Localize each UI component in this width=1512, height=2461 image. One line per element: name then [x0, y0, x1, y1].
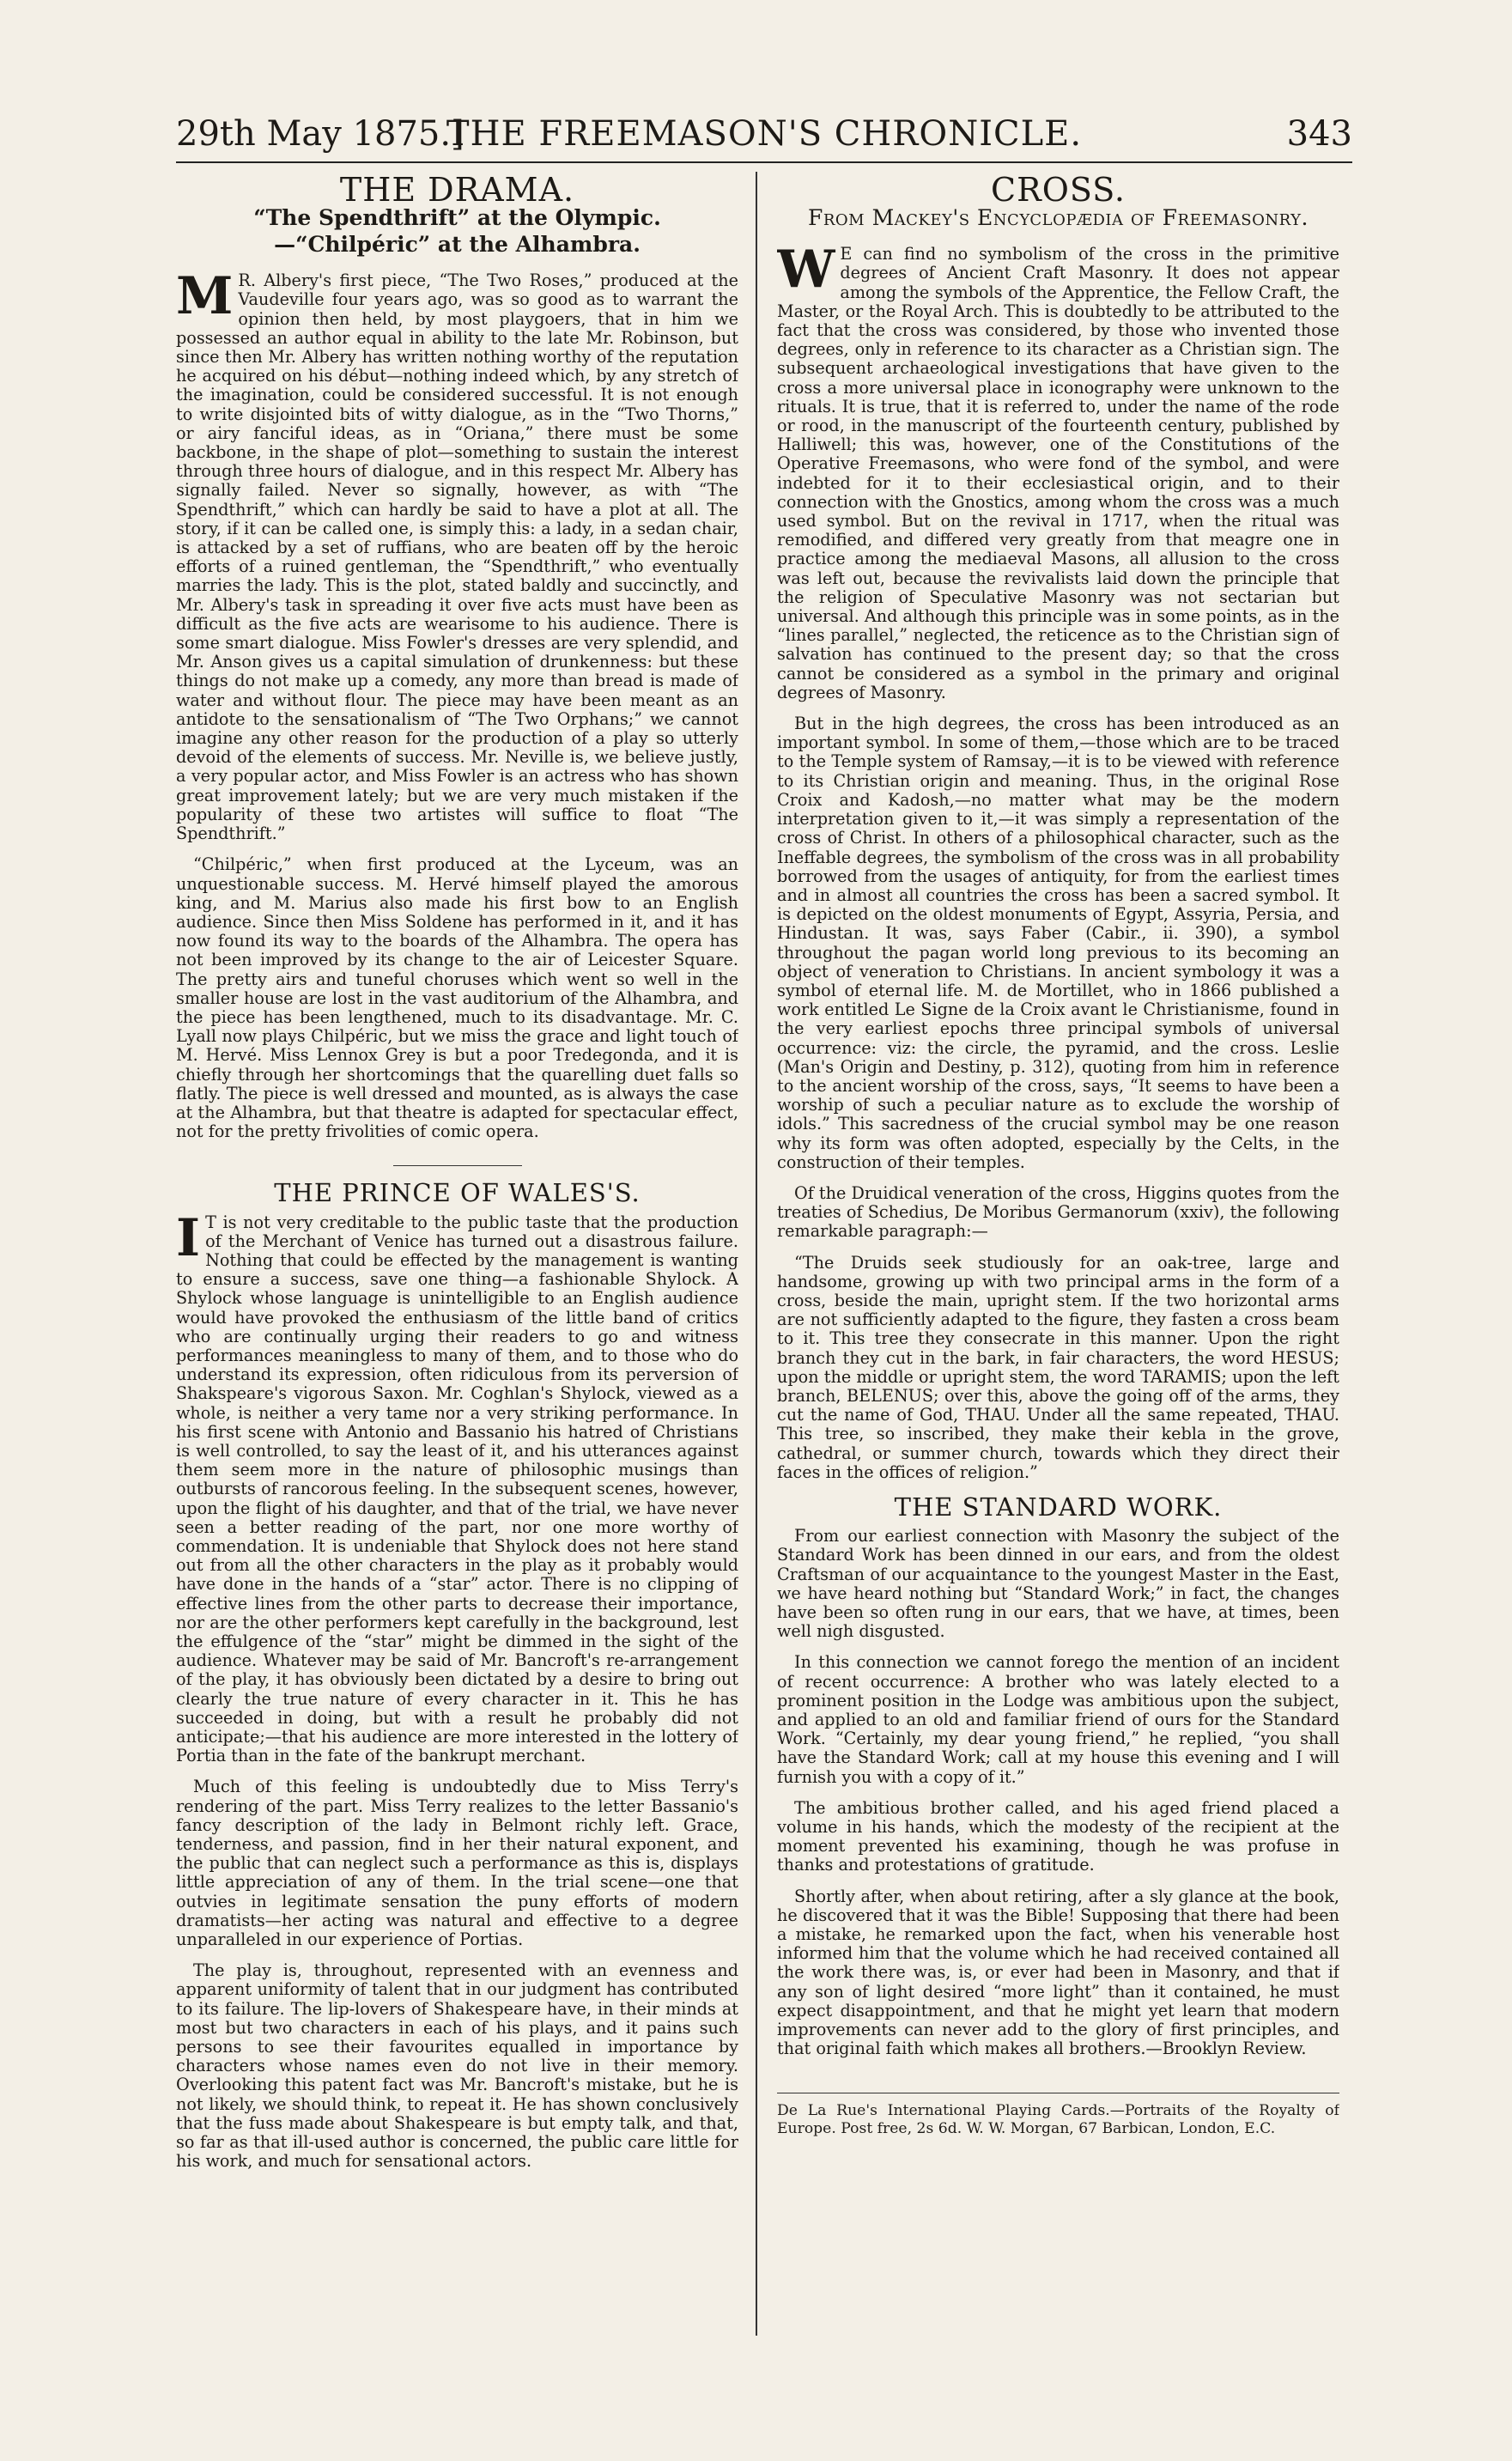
advertisement: De La Rue's International Playing Cards.—Portraits of the Royalty of Europe. Post free, 2s 6d. W. W. Morgan, 67 Barbican, London, E.C. [777, 2093, 1339, 2138]
standard-paragraph: The ambitious brother called, and his aged friend placed a volume in his hands, which the modesty of the recipient at the moment prevented his examining, though he was profuse in thanks and protestations of gratitude. [777, 1797, 1339, 1875]
standard-paragraph: Shortly after, when about retiring, after a sly glance at the book, he discovered that it was the Bible! Supposing that there had been a mistake, he remarked upon the fact, when his venerable host informed him that the volume which he had received contained all the work there was, is, or ever had been in Masonry, and that if any son of light desired “more light” than it contained, he must expect disappointment, and that he might yet learn that modern improvements can never add to the glory of first principles, and that original faith which makes all brothers.—Brooklyn Review. [777, 1886, 1339, 2059]
section-rule [393, 1165, 522, 1166]
prince-paragraph: Much of this feeling is undoubtedly due to Miss Terry's rendering of the part. Miss Terry realizes to the letter Bassanio's fancy description of the lady in Belmont richly left. Grace, tenderness, and passion, find in her their natural exponent, and the public that can neglect such a performance as this is, displays little appreciation of any of them. In the trial scene—one that outvies in legitimate sensation the puny efforts of modern dramatists—her acting was natural and effective to a degree unparalleled in our experience of Portias. [176, 1777, 738, 1950]
drama-heading: THE DRAMA. [339, 172, 575, 209]
cross-paragraph: But in the high degrees, the cross has been introduced as an important symbol. In some of them,—those which are to be traced to the Temple system of Ramsay,—it is to be viewed with reference to its Christian origin and meaning. Thus, in the original Rose Croix and Kadosh,—no matter what may be the modern interpretation given to it,—it was simply a representation of the cross of Christ. In others of a philosophical character, such as the Ineffable degrees, the symbolism of the cross was in all probability borrowed from the usages of antiquity, for from the earliest times and in almost all countries the cross has been a sacred symbol. It is depicted on the oldest monuments of Egypt, Assyria, Persia, and Hindustan. It was, says Faber (Cabir., ii. 390), a symbol throughout the pagan world long previous to its becoming an object of veneration to Christians. In ancient symbology it was a symbol of eternal life. M. de Mortillet, who in 1866 published a work entitled Le Signe de la Croix avant le Christianisme, found in the very earliest epochs three principal symbols of universal occurrence: viz: the circle, the pyramid, and the cross. Leslie (Man's Origin and Destiny, p. 312), quoting from him in reference to the ancient worship of the cross, says, “It seems to have been a worship of such a peculiar nature as to exclude the worship of idols.” This sacredness of the crucial symbol may be one reason why its form was often adopted, especially by the Celts, in the construction of their temples. [777, 714, 1339, 1172]
page-number: 343 [1286, 114, 1352, 154]
cross-heading: CROSS. [991, 172, 1126, 209]
prince-paragraph: The play is, throughout, represented with an evenness and apparent uniformity of talent that in our judgment has contributed to its failure. The lip-lovers of Shakespeare have, in their minds at most but two characters in each of his plays, and it pains such persons to see their favourites equalled in importance by characters whose names even do not live in their memory. Overlooking this patent fact was Mr. Bancroft's mistake, but he is not likely, we should think, to repeat it. He has shown conclusively that the fuss made about Shakespeare is but empty talk, and that, so far as that ill-used author is concerned, the public care little for his work, and much for sensational actors. [176, 1960, 738, 2172]
drama-paragraph: “Chilpéric,” when first produced at the Lyceum, was an unquestionable success. M. Hervé himself played the amorous king, and M. Marius also made his first bow to an English audience. Since then Miss Soldene has performed in it, and it has now found its way to the boards of the Alhambra. The opera has not been improved by its change to the air of Leicester Square. The pretty airs and tuneful choruses which went so well in the smaller house are lost in the vast auditorium of the Alhambra, and the piece has been lengthened, much to its disadvantage. Mr. C. Lyall now plays Chilpéric, but we miss the grace and light touch of M. Hervé. Miss Lennox Grey is but a poor Tredegonda, and it is chiefly through her shortcomings that the quarelling duet falls so flatly. The piece is well dressed and mounted, as is always the case at the Alhambra, but that theatre is adapted for spectacular effect, not for the pretty frivolities of comic opera. [176, 854, 738, 1142]
publication-title: THE FREEMASON'S CHRONICLE. [446, 114, 1083, 154]
left-column [176, 172, 738, 2404]
drama-dropcap: M [176, 266, 234, 327]
standard-paragraph: In this connection we cannot forego the mention of an incident of recent occurrence: A brother who was lately elected to a prominent position in the Lodge was ambitious upon the subject, and applied to an old and familiar friend of ours for the Standard Work. “Certainly, my dear young friend,” he replied, “you shall have the Standard Work; call at my house this evening and I will furnish you with a copy of it.” [777, 1652, 1339, 1787]
prince-heading: THE PRINCE OF WALES'S. [274, 1178, 641, 1208]
cross-article [777, 172, 1339, 1482]
standard-heading: THE STANDARD WORK. [894, 1492, 1223, 1522]
cross-quote: “The Druids seek studiously for an oak-tree, large and handsome, growing up with two principal arms in the form of a cross, beside the main, upright stem. If the two horizontal arms are not sufficiently adapted to the figure, they fasten a cross beam to it. This tree they consecrate in this manner. Upon the right branch they cut in the bark, in fair characters, the word HESUS; upon the middle or upright stem, the word TARAMIS; upon the left branch, BELENUS; over this, above the going off of the arms, they cut the name of God, THAU. Under all the same repeated, THAU. This tree, so inscribed, they make their kebla in the grove, cathedral, or summer church, towards which they direct their faces in the offices of religion.” [777, 1252, 1339, 1482]
cross-dropcap: W [777, 240, 835, 301]
standard-paragraph: From our earliest connection with Masonry the subject of the Standard Work has been dinned in our ears, and from the oldest Craftsman of our acquaintance to the youngest Master in the East, we have heard nothing but “Standard Work;” in fact, the changes have been so often rung in our ears, that we have, at times, been well nigh disgusted. [777, 1526, 1339, 1642]
cross-subtitle: From Mackey's Encyclopædia of Freemasonry. [808, 205, 1309, 231]
prince-article [176, 1178, 738, 2172]
prince-dropcap: I [176, 1207, 201, 1268]
standard-work-article [777, 1492, 1339, 2059]
right-column [777, 172, 1339, 2404]
cross-paragraph: Of the Druidical veneration of the cross, Higgins quotes from the treaties of Schedius, De Moribus Germanorum (xxiv), the following remarkable paragraph:— [777, 1182, 1339, 1242]
issue-date: 29th May 1875.] [176, 114, 465, 154]
drama-article [176, 172, 738, 1142]
page-header [176, 110, 1352, 163]
cross-paragraph: W E can find no symbolism of the cross in the primitive degrees of Ancient Craft Masonry. It does not appear among the symbols of the Apprentice, the Fellow Craft, the Master, or the Royal Arch. This is doubtedly to be attributed to the fact that the cross was considered, by those who invented those degrees, only in reference to its character as a Christian sign. The subsequent archaeological investigations that have given to the cross a more universal place in iconography were unknown to the rituals. It is true, that it is referred to, under the name of the rode or rood, in the manuscript of the fourteenth century, published by Halliwell; this was, however, one of the Constitutions of the Operative Freemasons, who were fond of the symbol, and were indebted for it to their ecclesiastical origin, and to their connection with the Gnostics, among whom the cross was a much used symbol. But on the revival in 1717, when the ritual was remodified, and differed very greatly from that meagre one in practice among the mediaeval Masons, all allusion to the cross was left out, because the revivalists laid down the principle that the religion of Speculative Masonry was not sectarian but universal. And although this principle was in some points, as in the “lines parallel,” neglected, the reticence as to the Christian sign of salvation has continued to the present day; so that the cross cannot be considered as a symbol in the primary and original degrees of Masonry. [777, 240, 1339, 702]
drama-subtitle: “The Spendthrift” at the Olympic.—“Chilpéric” at the Alhambra. [253, 205, 661, 258]
prince-paragraph: I T is not very creditable to the public taste that the production of the Merchant of Venice has turned out a disastrous failure. Nothing that could be effected by the management is wanting to ensure a success, save one thing—a fashionable Shylock. A Shylock whose language is unintelligible to an English audience would have provoked the enthusiasm of the little band of critics who are continually urging their readers to go and witness performances meaningless to many of them, and to those who do understand its expression, often ridiculous from its perversion of Shakspeare's vigorous Saxon. Mr. Coghlan's Shylock, viewed as a whole, is neither a very tame nor a very striking performance. In his first scene with Antonio and Bassanio his hatred of Christians is well controlled, to say the least of it, and his utterances against them seem more in the nature of philosophic musings than outbursts of rancorous feeling. In the subsequent scenes, however, upon the flight of his daughter, and that of the trial, we have never seen a better reading of the part, nor one more worthy of commendation. It is undeniable that Shylock does not here stand out from all the other characters in the play as it probably would have done in the hands of a “star” actor. There is no clipping of effective lines from the other parts to decrease their importance, nor are the other performers kept carefully in the background, lest the effulgence of the “star” might be dimmed in the sight of the audience. Whatever may be said of Mr. Bancroft's re-arrangement of the play, it has obviously been dictated by a desire to bring out clearly the true nature of every character in it. This he has succeeded in doing, but with a result he probably did not anticipate;—that his audience are more interested in the lottery of Portia than in the fate of the bankrupt merchant. [176, 1207, 738, 1766]
drama-paragraph: M R. Albery's first piece, “The Two Roses,” produced at the Vaudeville four years ago, was so good as to warrant the opinion then held, by most playgoers, that in him we possessed an author equal in ability to the late Mr. Robinson, but since then Mr. Albery has written nothing worthy of the reputation he acquired on his début—nothing indeed which, by any stretch of the imagination, could be considered successful. It is not enough to write disjointed bits of witty dialogue, as in the “Two Thorns,” or airy fanciful ideas, as in “Oriana,” there must be some backbone, in the shape of plot—something to sustain the interest through three hours of dialogue, and in this respect Mr. Albery has signally failed. Never so signally, however, as with “The Spendthrift,” which can hardly be said to have a plot at all. The story, if it can be called one, is simply this: a lady, in a sedan chair, is attacked by a set of ruffians, who are beaten off by the heroic efforts of a ruined gentleman, the “Spendthrift,” who eventually marries the lady. This is the plot, stated baldly and succinctly, and Mr. Albery's task in spreading it over five acts must have been as difficult as the five acts are wearisome to his audience. There is some smart dialogue. Miss Fowler's dresses are very splendid, and Mr. Anson gives us a capital simulation of drunkenness: but these things do not make up a comedy, any more than bread is made of water and without flour. The piece may have been meant as an antidote to the sensationalism of “The Two Orphans;” we cannot imagine any other reason for the production of a play so utterly devoid of the elements of success. Mr. Neville is, we believe justly, a very popular actor, and Miss Fowler is an actress who has shown great improvement lately; but we are very much mistaken if the popularity of these two artistes will suffice to float “The Spendthrift.” [176, 266, 738, 844]
column-divider [756, 172, 757, 2336]
